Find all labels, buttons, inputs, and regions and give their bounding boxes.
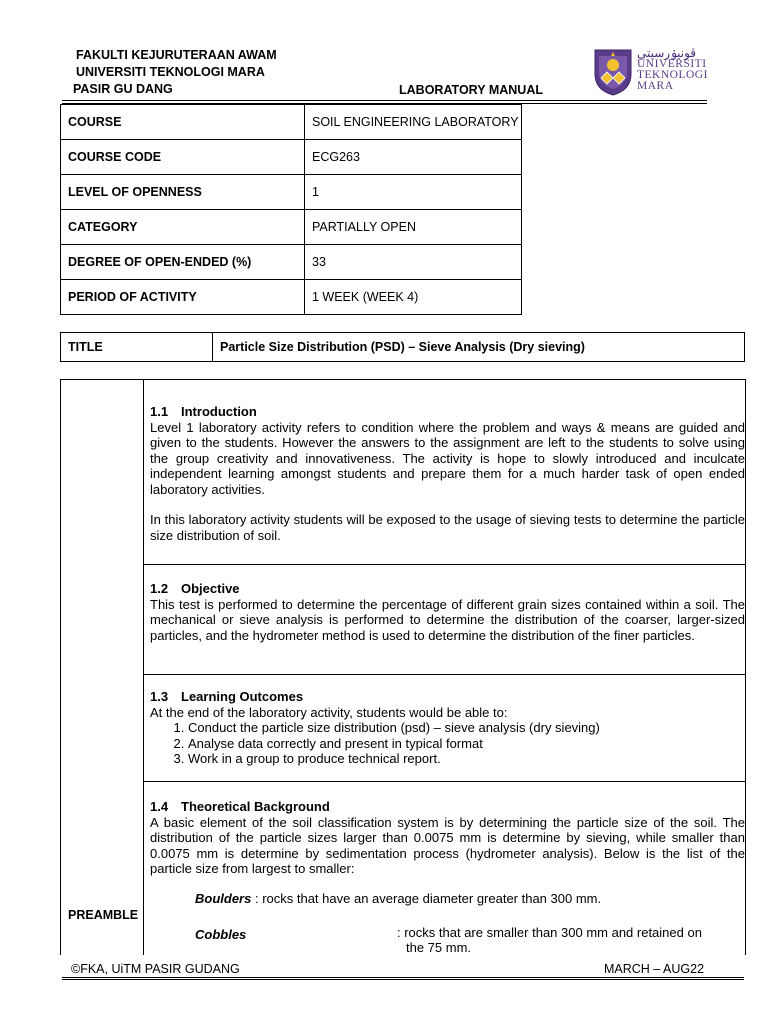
- logo-line-3: MARA: [637, 80, 674, 92]
- header-rule: [62, 100, 707, 101]
- table-row: [61, 245, 522, 280]
- faculty-name: FAKULTI KEJURUTERAAN AWAM: [76, 48, 277, 62]
- section-number: 1.2: [150, 581, 169, 596]
- section-learning-outcomes: [144, 675, 745, 782]
- term-cobbles: Cobbles: [195, 927, 247, 942]
- logo-jawi-text: ڤونيۏرسيتي: [637, 46, 697, 60]
- faculty-header: [73, 47, 277, 98]
- section-number: 1.4: [150, 799, 169, 814]
- desc-boulders: : rocks that have an average diameter greater than 300 mm.: [254, 891, 602, 906]
- campus-name: PASIR GU DANG: [73, 82, 173, 96]
- desc-cobbles: [397, 925, 702, 955]
- section-theoretical-background: [144, 782, 745, 955]
- section-title: Objective: [181, 581, 240, 596]
- section-introduction: [144, 380, 745, 565]
- table-row: [61, 105, 522, 140]
- title-value: Particle Size Distribution (PSD) – Sieve Analysis (Dry sieving): [213, 333, 745, 362]
- title-table: [60, 332, 745, 362]
- course-info-table: [60, 104, 522, 315]
- footer-semester: MARCH – AUG22: [604, 962, 705, 976]
- info-label: CATEGORY: [61, 210, 305, 245]
- section-number: 1.3: [150, 689, 169, 704]
- section-title: Learning Outcomes: [181, 689, 304, 704]
- logo-line-2: TEKNOLOGI: [637, 69, 708, 81]
- uitm-crest-icon: [593, 48, 633, 96]
- info-value: PARTIALLY OPEN: [305, 210, 522, 245]
- section-title: Introduction: [181, 404, 257, 419]
- table-row: [61, 140, 522, 175]
- footer-rule: [62, 977, 744, 978]
- section-heading: [150, 689, 745, 705]
- info-label: COURSE: [61, 105, 305, 140]
- info-value: 1 WEEK (WEEK 4): [305, 280, 522, 315]
- table-row: [61, 280, 522, 315]
- desc-cobbles-line-1: : rocks that are smaller than 300 mm and retained on: [397, 925, 702, 940]
- table-row: [61, 210, 522, 245]
- section-heading: [150, 404, 745, 420]
- section-title: Theoretical Background: [181, 799, 330, 814]
- table-row: [61, 333, 745, 362]
- info-label: COURSE CODE: [61, 140, 305, 175]
- logo-line-1: UNIVERSITI: [637, 58, 707, 70]
- info-value: 1: [305, 175, 522, 210]
- paragraph: This test is performed to determine the percentage of different grain sizes contained within a soil. The mechanical or sieve analysis is performed to determine the distribution of the coarser, larger-sized particles, and the hydrometer method is used to determine the distribution of the finer particles.: [150, 596, 745, 643]
- info-label: DEGREE OF OPEN-ENDED (%): [61, 245, 305, 280]
- list-item: 1. Conduct the particle size distribution (psd) – sieve analysis (dry sieving): [188, 720, 745, 736]
- info-label: PERIOD OF ACTIVITY: [61, 280, 305, 315]
- desc-cobbles-line-2: the 75 mm.: [406, 940, 472, 955]
- paragraph: A basic element of the soil classification system is by determining the particle size of the soil. The distribution of the particle sizes larger than 0.0075 mm is determine by sieving, while smaller than 0.0075 mm is determine by sedimentation process (hydrometer analysis). Below is the list of the particle size from largest to smaller:: [150, 814, 745, 876]
- section-number: 1.1: [150, 404, 169, 419]
- section-heading: [150, 799, 745, 815]
- paragraph: Level 1 laboratory activity refers to condition where the problem and ways & means are guided and given to the students. However the answers to the assignment are left to the students to solve using the group creativity and innovativeness. The activity is hope to slowly introduced and inculcate independent learning amongst students and prepare them for a much harder task of open ended laboratory activities.: [150, 419, 745, 497]
- footer-copyright: ©FKA, UiTM PASIR GUDANG: [71, 962, 240, 976]
- preamble-label: PREAMBLE: [68, 908, 139, 922]
- table-row: [61, 175, 522, 210]
- section-heading: [150, 581, 745, 597]
- list-item-boulders: [195, 891, 601, 906]
- title-label: TITLE: [61, 333, 213, 362]
- uitm-logo: [593, 48, 713, 98]
- paragraph: In this laboratory activity students will be exposed to the usage of sieving tests to determine the particle size distribution of soil.: [150, 512, 745, 543]
- section-objective: [144, 565, 745, 675]
- info-value: ECG263: [305, 140, 522, 175]
- info-value: 33: [305, 245, 522, 280]
- footer-rule-double: [62, 979, 744, 980]
- list-item-cobbles: [195, 927, 246, 942]
- preamble-box: [60, 379, 746, 955]
- outcomes-list: [150, 720, 745, 767]
- list-item: 2. Analyse data correctly and present in typical format: [188, 736, 745, 752]
- info-label: LEVEL OF OPENNESS: [61, 175, 305, 210]
- paragraph: At the end of the laboratory activity, students would be able to:: [150, 704, 508, 720]
- manual-label: LABORATORY MANUAL: [399, 83, 543, 97]
- logo-wordmark: [637, 48, 708, 92]
- info-value: SOIL ENGINEERING LABORATORY: [305, 105, 522, 140]
- term-boulders: Boulders: [195, 891, 252, 906]
- list-item: 3. Work in a group to produce technical report.: [188, 751, 745, 767]
- university-name: UNIVERSITI TEKNOLOGI MARA: [76, 65, 265, 79]
